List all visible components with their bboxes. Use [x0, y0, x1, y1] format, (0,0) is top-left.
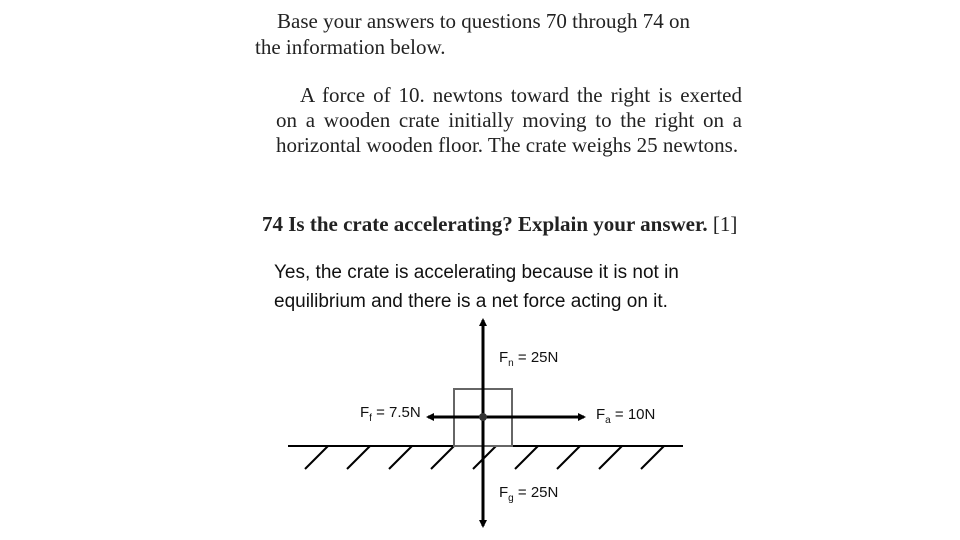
gravity-force-label: $F_g = 25N$ — [499, 484, 559, 504]
question-text: Is the crate accelerating? Explain your answer. — [288, 212, 708, 236]
question-number: 74 — [262, 212, 283, 236]
center-of-mass-dot — [479, 413, 487, 421]
intro-line-1: Base your answers to questions 70 through 74 on — [277, 9, 690, 33]
student-answer: Yes, the crate is accelerating because it is not in equilibrium and there is a net force acting on it. — [274, 262, 679, 312]
normal-force-label: $F_n = 25N$ — [499, 349, 559, 369]
intro-line-2: the information below. — [255, 35, 446, 59]
applied-force-label: $F_a = 10N$ — [596, 406, 656, 426]
friction-force-label: $F_f = 7.5N$ — [360, 404, 421, 424]
question-credit: [1] — [712, 212, 738, 236]
passage-text: A force of 10. newtons toward the right is exerted on a wooden crate initially moving to the right on a horizontal wooden floor. The crate weighs 25 newtons. — [276, 83, 742, 157]
